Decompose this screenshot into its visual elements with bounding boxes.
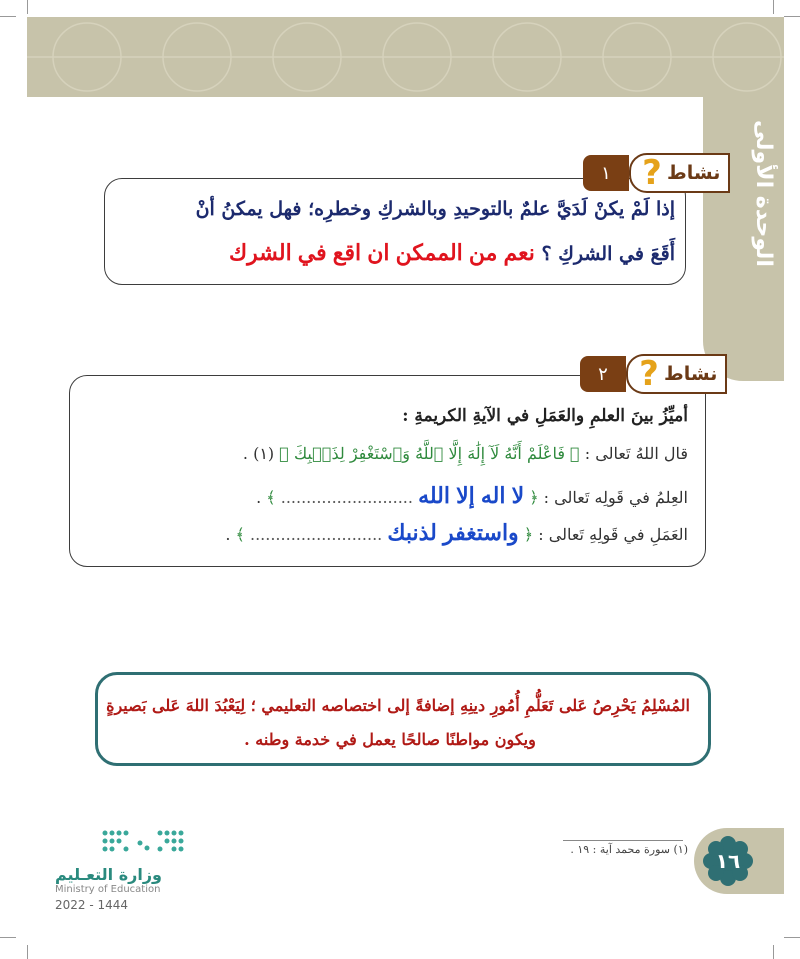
ministry-name-english: Ministry of Education (55, 884, 161, 895)
action-label: العَمَلِ في قَولِهِ تَعالى : (538, 525, 688, 544)
question-mark-icon: ? (642, 153, 662, 193)
crop-mark (773, 0, 774, 14)
note-line1: المُسْلِمُ يَحْرِصُ عَلى تَعَلُّمِ أُمُورِ دينِهِ إضافةً إلى اختصاصه التعليمي ؛ لِيَعْبُدَ اللهَ عَلى بَصيرةٍ (106, 696, 690, 715)
crop-mark (0, 16, 16, 17)
activity-1-tag-number: ١ (583, 155, 629, 191)
crop-mark (0, 937, 16, 938)
knowledge-answer: لا اله إلا الله (418, 483, 525, 508)
activity-1-question-line2 (115, 240, 675, 266)
crop-mark (27, 945, 28, 959)
period: . (256, 488, 262, 507)
activity-1-answer: نعم من الممكن ان اقع في الشرك (228, 240, 535, 265)
activity-2-tag-number: ٢ (580, 356, 626, 392)
activity-2-heading: أميِّزُ بينَ العلمِ والعَمَلِ في الآيةِ الكريمةِ : (402, 406, 688, 426)
activity-1-tag-label: نشاط (667, 162, 721, 184)
period: . (225, 525, 231, 544)
activity-2-tag (580, 356, 727, 392)
activity-2-verse-row (128, 444, 688, 463)
unit-title: الوحدة الأولى (751, 119, 776, 267)
activity-2-action-row (128, 520, 688, 546)
close-bracket: ﴾ (235, 525, 245, 544)
footnote: (١) سورة محمد آية : ١٩ . (570, 843, 688, 856)
activity-1-box (104, 178, 686, 285)
activity-2-knowledge-row (128, 483, 688, 509)
verse-intro: قال اللهُ تَعالى : (584, 444, 688, 463)
note-line2: ويكون مواطنًا صالحًا يعمل في خدمة وطنه . (244, 730, 536, 749)
knowledge-label: العِلمُ في قَولِه تَعالى : (543, 488, 688, 507)
crop-mark (784, 16, 800, 17)
page-number: ١٦ (715, 849, 741, 873)
ministry-logo-icon (100, 828, 190, 860)
ministry-name-arabic: وزارة التعـليم (55, 865, 162, 884)
activity-2-tag-label-wrap (626, 354, 727, 394)
action-answer: واستغفر لذنبك (387, 520, 519, 545)
period: . (242, 444, 248, 463)
crop-mark (784, 937, 800, 938)
verse-text: ﴿ فَاعْلَمْ أَنَّهُ لَآ إِلَٰهَ إِلَّا ٱللَّهُ وَٱسْتَغْفِرْ لِذَنۢبِكَ ﴾ (279, 444, 580, 463)
open-bracket: ﴿ (529, 488, 539, 507)
crop-mark (27, 0, 28, 14)
activity-1-question-line1: إذا لَمْ يكنْ لَدَيَّ علمٌ بالتوحيدِ وبالشركِ وخطرِه؛ فهل يمكنُ أنْ (195, 198, 675, 220)
open-bracket: ﴿ (523, 525, 534, 544)
activity-2-tag-label: نشاط (664, 363, 718, 385)
header-band (27, 17, 784, 97)
header-pattern (27, 17, 784, 97)
close-bracket: ﴾ (266, 488, 276, 507)
verse-ref: (١) (253, 444, 275, 463)
ministry-year: 2022 - 1444 (55, 898, 129, 912)
footnote-divider (563, 840, 683, 841)
question-mark-icon: ? (639, 354, 659, 394)
blank-dots: .......................... (280, 488, 413, 507)
activity-1-tag (583, 155, 730, 191)
activity-1-question-text: أَقَعَ في الشركِ ؟ (541, 243, 675, 265)
note-box (95, 672, 711, 766)
activity-1-tag-label-wrap (629, 153, 730, 193)
crop-mark (773, 945, 774, 959)
blank-dots: .......................... (250, 525, 383, 544)
